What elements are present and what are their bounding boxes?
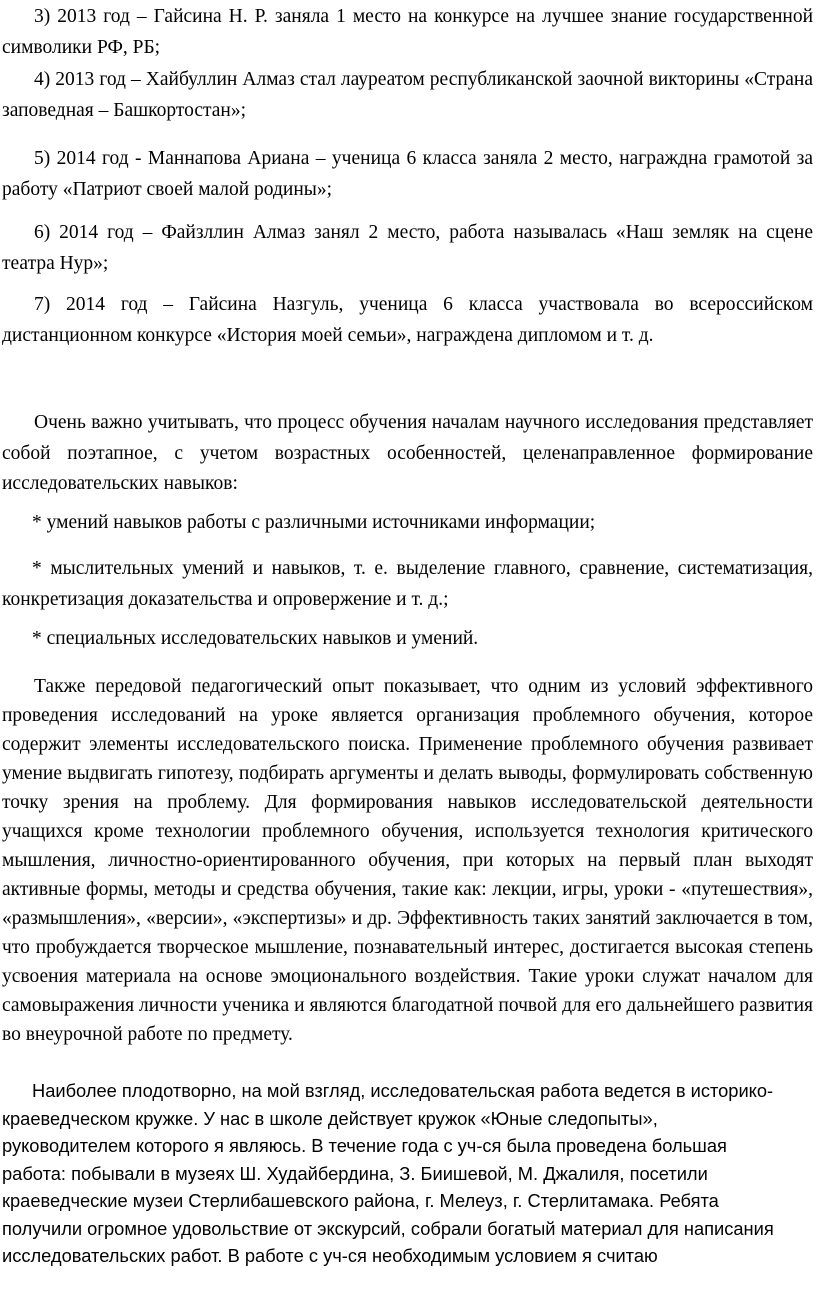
list-item-3: 3) 2013 год – Гайсина Н. Р. заняла 1 место на конкурсе на лучшее знание государственной символики РФ, РБ;	[2, 6, 813, 58]
main-paragraph: Также передовой педагогический опыт показывает, что одним из условий эффективного проведения исследований на уроке является организация проблемного обучения, которое содержит элементы исследовательского поиска. Применение проблемного обучения развивает умение выдвигать гипотезу, подбирать аргументы и делать выводы, формулировать собственную точку зрения на проблему. Для формирования навыков исследовательской деятельности учащихся кроме технологии проблемного обучения, используется технология критического мышления, личностно-ориентированного обучения, при которых на первый план выходят активные формы, методы и средства обучения, такие как: лекции, игры, уроки - «путешествия», «размышления», «версии», «экспертизы» и др. Эффективность таких занятий заключается в том, что пробуждается творческое мышление, познавательный интерес, достигается высокая степень усвоения материала на основе эмоционального воздействия. Такие уроки служат началом для самовыражения личности ученика и являются благодатной почвой для его дальнейшего развития во внеурочной работе по предмету.	[2, 676, 813, 1045]
last-paragraph-line: Наиболее плодотворно, на мой взгляд, исследовательская работа ведется в историко-	[32, 1080, 774, 1101]
list-item-4: 4) 2013 год – Хайбуллин Алмаз стал лауреатом республиканской заочной викторины «Страна заповедная – Башкортостан»;	[2, 69, 813, 121]
list-item-7: 7) 2014 год – Гайсина Назгуль, ученица 6 класса участвовала во всероссийском дистанционном конкурсе «История моей семьи», награждена дипломом и т. д.	[2, 294, 813, 346]
intro-paragraph: Очень важно учитывать, что процесс обучения началам научного исследования представляет собой поэтапное, с учетом возрастных особенностей, целенаправленное формирование исследовательских навыков:	[2, 412, 813, 494]
bullet-item-3: * специальных исследовательских навыков и умений.	[32, 628, 479, 649]
list-item-5: 5) 2014 год - Маннапова Ариана – ученица 6 класса заняла 2 место, награждна грамотой за работу «Патриот своей малой родины»;	[2, 148, 813, 200]
last-paragraph-line: руководителем которого я являюсь. В течение года с уч-ся была проведена большая	[2, 1135, 727, 1156]
bullet-item-2: * мыслительных умений и навыков, т. е. выделение главного, сравнение, систематизация, конкретизация доказательства и опровержение и т. д.;	[2, 558, 813, 610]
last-paragraph-line: получили огромное удовольствие от экскурсий, собрали богатый материал для написания	[2, 1217, 774, 1239]
last-paragraph-line: краеведческие музеи Стерлибашевского района, г. Мелеуз, г. Стерлитамака. Ребята	[2, 1190, 719, 1211]
list-item-6: 6) 2014 год – Файзллин Алмаз занял 2 место, работа называлась «Наш земляк на сцене театра Нур»;	[2, 222, 813, 274]
last-paragraph-line: краеведческом кружке. У нас в школе действует кружок «Юные следопыты»,	[2, 1107, 658, 1129]
last-paragraph	[2, 1077, 813, 1270]
last-paragraph-line: работа: побывали в музеях Ш. Худайбердина, З. Биишевой, М. Джалиля, посетили	[2, 1162, 708, 1184]
bullet-item-1: * умений навыков работы с различными источниками информации;	[32, 512, 596, 533]
last-paragraph-line: исследовательских работ. В работе с уч-ся необходимым условием я считаю	[2, 1245, 658, 1266]
